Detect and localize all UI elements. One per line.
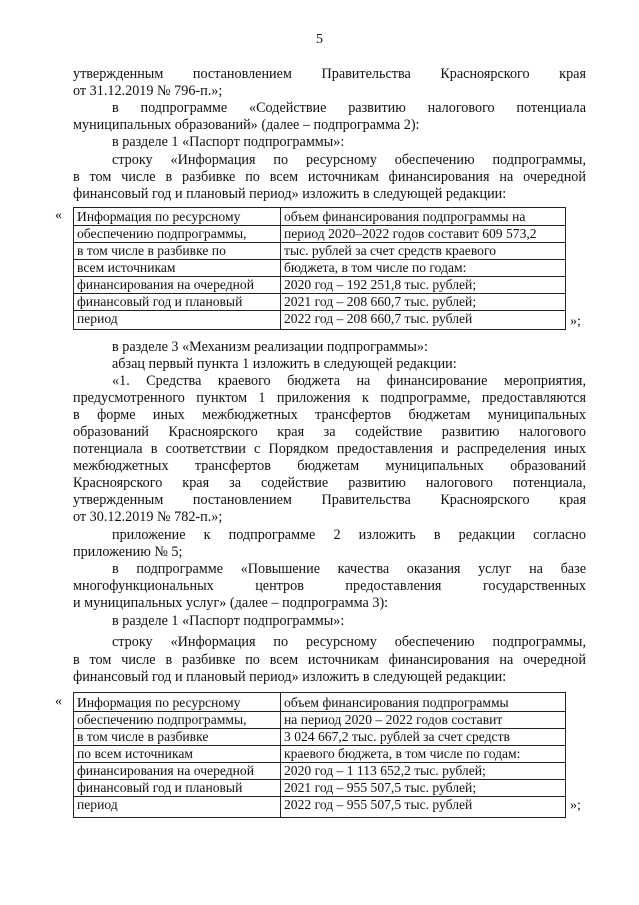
table-cell: Информация по ресурсному bbox=[74, 695, 280, 712]
text-line: приложение к подпрограмме 2 изложить в редакции согласно bbox=[112, 527, 586, 543]
open-quote: « bbox=[55, 208, 62, 223]
table-cell: обеспечению подпрограммы, bbox=[74, 712, 280, 729]
text-line: финансовый год и плановый период» изложить в следующей редакции: bbox=[73, 186, 507, 202]
table-cell: финансирования на очередной bbox=[74, 763, 280, 780]
page-number: 5 bbox=[316, 32, 323, 47]
text-line: приложению № 5; bbox=[73, 544, 183, 560]
table-cell: объем финансирования подпрограммы bbox=[281, 695, 565, 712]
open-quote: « bbox=[55, 694, 62, 709]
section-heading: в разделе 3 «Механизм реализации подпрограммы»: bbox=[112, 339, 428, 355]
text-line: предусмотренного пунктом 1 приложения к подпрограмме, предоставляются bbox=[73, 390, 586, 406]
table-cell: на период 2020 – 2022 годов составит bbox=[281, 712, 565, 729]
table-cell: объем финансирования подпрограммы на bbox=[281, 209, 565, 226]
table-cell: финансовый год и плановый bbox=[74, 780, 280, 797]
text-line: образований Красноярского края за содействие развитию налогового bbox=[73, 424, 586, 440]
table-cell: 2020 год – 192 251,8 тыс. рублей; bbox=[281, 277, 565, 294]
text-line: финансовый год и плановый период» изложить в следующей редакции: bbox=[73, 669, 507, 685]
table-cell: 2021 год – 955 507,5 тыс. рублей; bbox=[281, 780, 565, 797]
table-cell: 2022 год – 955 507,5 тыс. рублей bbox=[284, 797, 473, 812]
text-line: от 30.12.2019 № 782-п.»; bbox=[73, 509, 223, 525]
resource-table-1 bbox=[73, 207, 566, 330]
table-cell: финансовый год и плановый bbox=[74, 294, 280, 311]
table-cell: всем источникам bbox=[74, 260, 280, 277]
text-line: утвержденным постановлением Правительства Красноярского края bbox=[73, 66, 586, 82]
table-left-column bbox=[74, 208, 281, 329]
table-cell: в том числе в разбивке bbox=[74, 729, 280, 746]
table-cell: бюджета, в том числе по годам: bbox=[281, 260, 565, 277]
table-cell: Информация по ресурсному bbox=[74, 209, 280, 226]
table-cell: 2022 год – 208 660,7 тыс. рублей bbox=[284, 311, 473, 326]
table-cell: 2021 год – 208 660,7 тыс. рублей; bbox=[281, 294, 565, 311]
text-line: в том числе в разбивке по всем источникам финансирования на очередной bbox=[73, 652, 586, 668]
table-cell: финансирования на очередной bbox=[74, 277, 280, 294]
text-line: строку «Информация по ресурсному обеспечению подпрограммы, bbox=[112, 152, 586, 168]
resource-table-2 bbox=[73, 692, 566, 818]
text-line: в том числе в разбивке по всем источникам финансирования на очередной bbox=[73, 169, 586, 185]
text-line: потенциала в соответствии с Порядком предоставления и распределения иных bbox=[73, 441, 586, 457]
table-right-column bbox=[281, 693, 565, 817]
table-cell: период 2020–2022 годов составит 609 573,2 bbox=[281, 226, 565, 243]
text-line: в форме иных межбюджетных трансфертов бюджетам муниципальных bbox=[73, 407, 586, 423]
text-line: в подпрограмме «Повышение качества оказания услуг на базе bbox=[112, 561, 586, 577]
close-quote: »; bbox=[570, 314, 581, 329]
table-cell: обеспечению подпрограммы, bbox=[74, 226, 280, 243]
text-line: многофункциональных центров предоставления государственных bbox=[73, 578, 586, 594]
table-cell: по всем источникам bbox=[74, 746, 280, 763]
text-line: межбюджетных трансфертов бюджетам муниципальных образований bbox=[73, 458, 586, 474]
text-line: строку «Информация по ресурсному обеспечению подпрограммы, bbox=[112, 634, 586, 650]
text-line: «1. Средства краевого бюджета на финансирование мероприятия, bbox=[112, 373, 586, 389]
text-line: утвержденным постановлением Правительства Красноярского края bbox=[73, 492, 586, 508]
table-left-column bbox=[74, 693, 281, 817]
table-cell: период bbox=[77, 311, 118, 326]
table-cell: 3 024 667,2 тыс. рублей за счет средств bbox=[281, 729, 565, 746]
text-line: в подпрограмме «Содействие развитию налогового потенциала bbox=[112, 100, 586, 116]
text-line: Красноярского края за содействие развитию налогового потенциала, bbox=[73, 475, 586, 491]
text-line: муниципальных образований» (далее – подпрограмма 2): bbox=[73, 117, 420, 133]
section-heading: в разделе 1 «Паспорт подпрограммы»: bbox=[112, 134, 345, 150]
table-cell: тыс. рублей за счет средств краевого bbox=[281, 243, 565, 260]
table-cell: период bbox=[77, 797, 118, 812]
text-line: абзац первый пункта 1 изложить в следующей редакции: bbox=[112, 356, 457, 372]
table-cell: 2020 год – 1 113 652,2 тыс. рублей; bbox=[281, 763, 565, 780]
table-cell: краевого бюджета, в том числе по годам: bbox=[281, 746, 565, 763]
close-quote: »; bbox=[570, 798, 581, 813]
text-line: от 31.12.2019 № 796-п.»; bbox=[73, 83, 223, 99]
text-line: и муниципальных услуг» (далее – подпрограмма 3): bbox=[73, 595, 389, 611]
section-heading: в разделе 1 «Паспорт подпрограммы»: bbox=[112, 613, 345, 629]
table-cell: в том числе в разбивке по bbox=[74, 243, 280, 260]
table-right-column bbox=[281, 208, 565, 329]
